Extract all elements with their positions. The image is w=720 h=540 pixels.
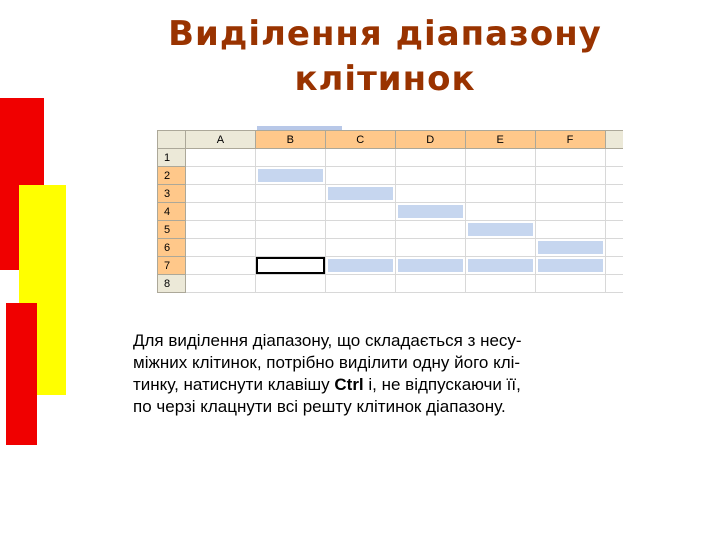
cell-e5-selected[interactable]: [465, 221, 535, 239]
paragraph-line-3-end: і, не відпускаючи її,: [363, 375, 521, 394]
cell-a7[interactable]: [185, 257, 255, 275]
cell-c5[interactable]: [325, 221, 395, 239]
paragraph-line-3-start: тинку, натиснути клавішу: [133, 375, 335, 394]
cell-b8[interactable]: [255, 275, 325, 293]
column-header-row: [158, 131, 624, 149]
row-header-1[interactable]: 1: [158, 149, 186, 167]
cell-g8[interactable]: [605, 275, 623, 293]
cell-b1[interactable]: [255, 149, 325, 167]
row-header-5[interactable]: 5: [158, 221, 186, 239]
row-header-2[interactable]: 2: [158, 167, 186, 185]
cell-e8[interactable]: [465, 275, 535, 293]
cell-b3[interactable]: [255, 185, 325, 203]
cell-g1[interactable]: [605, 149, 623, 167]
table-row: [158, 167, 624, 185]
cell-c3-selected[interactable]: [325, 185, 395, 203]
table-row: [158, 149, 624, 167]
select-all-corner[interactable]: [158, 131, 186, 149]
cell-d2[interactable]: [395, 167, 465, 185]
cell-g6[interactable]: [605, 239, 623, 257]
table-row: [158, 221, 624, 239]
cell-b5[interactable]: [255, 221, 325, 239]
cell-c4[interactable]: [325, 203, 395, 221]
slide-title-line-2: клітинок: [294, 59, 476, 99]
cell-e7-selected[interactable]: [465, 257, 535, 275]
spreadsheet-grid: [157, 130, 623, 293]
row-header-4[interactable]: 4: [158, 203, 186, 221]
cell-a2[interactable]: [185, 167, 255, 185]
cell-f4[interactable]: [535, 203, 605, 221]
cell-a5[interactable]: [185, 221, 255, 239]
decorative-red-bar-bottom: [6, 303, 37, 445]
slide-title: [150, 12, 620, 102]
column-header-d[interactable]: D: [395, 131, 465, 149]
cell-f7-selected[interactable]: [535, 257, 605, 275]
cell-g4[interactable]: [605, 203, 623, 221]
cell-g7[interactable]: [605, 257, 623, 275]
cell-f2[interactable]: [535, 167, 605, 185]
cell-b6[interactable]: [255, 239, 325, 257]
paragraph-line-3: [133, 374, 653, 396]
cell-d3[interactable]: [395, 185, 465, 203]
cell-d7-selected[interactable]: [395, 257, 465, 275]
cell-g5[interactable]: [605, 221, 623, 239]
cell-f1[interactable]: [535, 149, 605, 167]
cell-a1[interactable]: [185, 149, 255, 167]
table-row: [158, 239, 624, 257]
cell-e1[interactable]: [465, 149, 535, 167]
paragraph-line-2: міжних клітинок, потрібно виділити одну його клі-: [133, 353, 521, 372]
slide-title-line-1: Виділення діапазону: [168, 14, 602, 54]
cell-d8[interactable]: [395, 275, 465, 293]
cell-f6-selected[interactable]: [535, 239, 605, 257]
cell-e2[interactable]: [465, 167, 535, 185]
table-row: [158, 257, 624, 275]
cell-a6[interactable]: [185, 239, 255, 257]
paragraph-line-1: Для виділення діапазону, що складається з несу-: [133, 331, 522, 350]
cell-d5[interactable]: [395, 221, 465, 239]
cell-c8[interactable]: [325, 275, 395, 293]
ctrl-key-label: Ctrl: [334, 375, 364, 394]
cell-a8[interactable]: [185, 275, 255, 293]
cell-e4[interactable]: [465, 203, 535, 221]
column-header-b[interactable]: B: [255, 131, 325, 149]
column-header-g[interactable]: [605, 131, 623, 149]
table-row: [158, 203, 624, 221]
table-row: [158, 275, 624, 293]
row-header-8[interactable]: 8: [158, 275, 186, 293]
cell-c2[interactable]: [325, 167, 395, 185]
cell-g3[interactable]: [605, 185, 623, 203]
cell-a4[interactable]: [185, 203, 255, 221]
cell-d4-selected[interactable]: [395, 203, 465, 221]
cell-f3[interactable]: [535, 185, 605, 203]
cell-g2[interactable]: [605, 167, 623, 185]
row-header-3[interactable]: 3: [158, 185, 186, 203]
cell-b4[interactable]: [255, 203, 325, 221]
column-header-c[interactable]: C: [325, 131, 395, 149]
cell-d6[interactable]: [395, 239, 465, 257]
cell-c7-selected[interactable]: [325, 257, 395, 275]
row-header-6[interactable]: 6: [158, 239, 186, 257]
spreadsheet-screenshot: [157, 126, 623, 296]
column-header-f[interactable]: F: [535, 131, 605, 149]
instruction-paragraph: [133, 330, 653, 418]
cell-b2-selected[interactable]: [255, 167, 325, 185]
column-header-a[interactable]: A: [185, 131, 255, 149]
cell-c1[interactable]: [325, 149, 395, 167]
column-header-e[interactable]: E: [465, 131, 535, 149]
cell-c6[interactable]: [325, 239, 395, 257]
cell-e6[interactable]: [465, 239, 535, 257]
cell-d1[interactable]: [395, 149, 465, 167]
cell-f8[interactable]: [535, 275, 605, 293]
table-row: [158, 185, 624, 203]
paragraph-line-4: по черзі клацнути всі решту клітинок діапазону.: [133, 397, 506, 416]
cell-e3[interactable]: [465, 185, 535, 203]
cell-f5[interactable]: [535, 221, 605, 239]
cell-b7-active[interactable]: [255, 257, 325, 275]
cell-a3[interactable]: [185, 185, 255, 203]
row-header-7[interactable]: 7: [158, 257, 186, 275]
